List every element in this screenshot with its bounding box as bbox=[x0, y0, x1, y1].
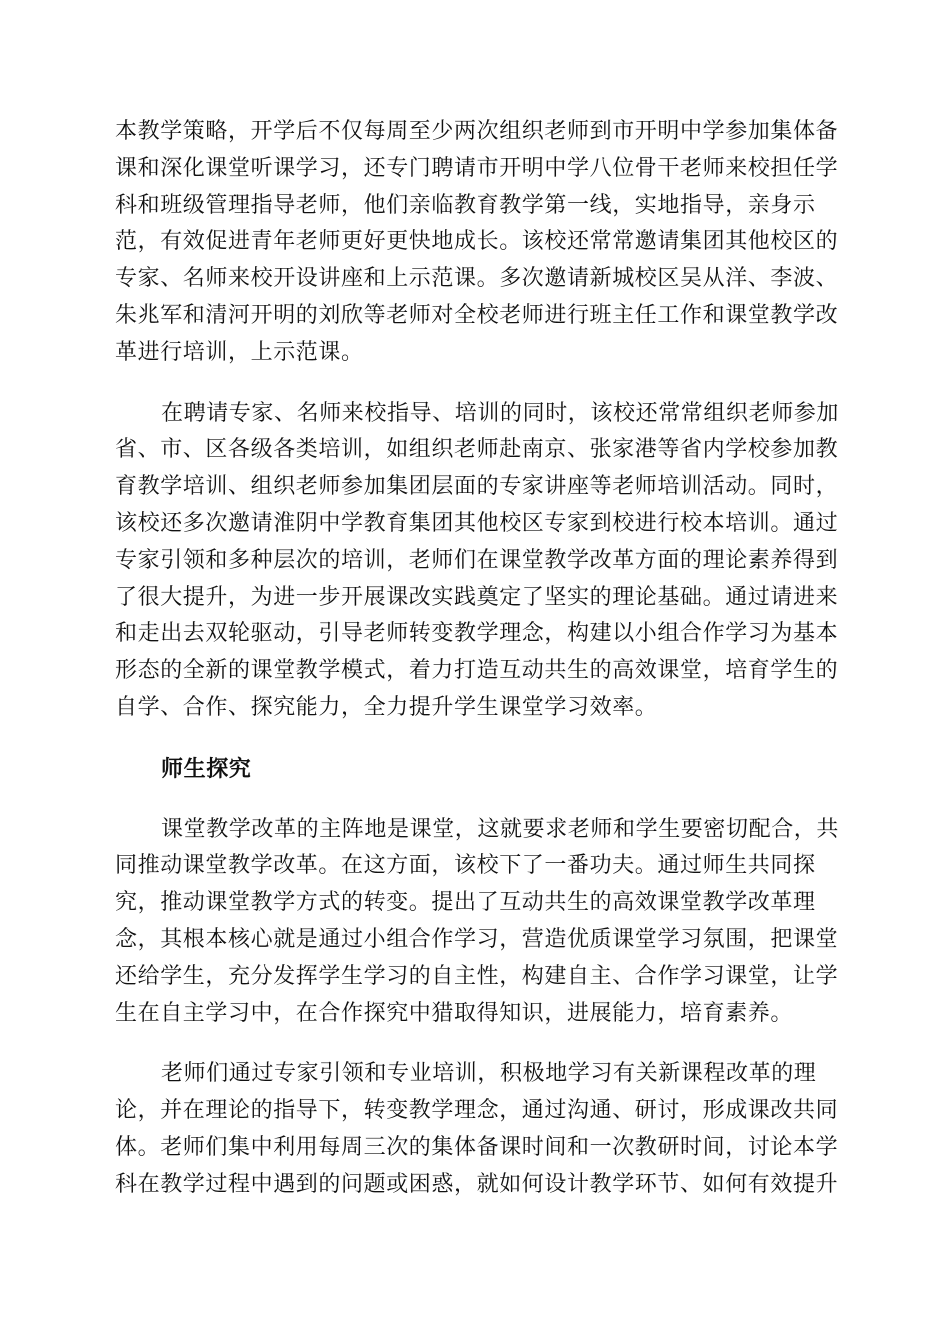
text-line: 课堂教学改革的主阵地是课堂，这就要求老师和学生要密切配合，共 bbox=[161, 816, 840, 842]
paragraph-2 bbox=[115, 396, 840, 727]
text-line: 范，有效促进青年老师更好更快地成长。该校还常常邀请集团其他校区的 bbox=[115, 229, 839, 255]
text-line: 育教学培训、组织老师参加集团层面的专家讲座等老师培训活动。同时， bbox=[115, 474, 839, 500]
text-line: 省、市、区各级各类培训，如组织老师赴南京、张家港等省内学校参加教 bbox=[115, 437, 839, 463]
document-page bbox=[115, 114, 840, 1204]
text-line: 朱兆军和清河开明的刘欣等老师对全校老师进行班主任工作和课堂教学改 bbox=[115, 302, 839, 328]
text-line: 科和班级管理指导老师，他们亲临教育教学第一线，实地指导，亲身示 bbox=[115, 192, 816, 218]
text-line: 专家、名师来校开设讲座和上示范课。多次邀请新城校区吴从洋、李波、 bbox=[115, 266, 839, 292]
text-line: 了很大提升，为进一步开展课改实践奠定了坚实的理论基础。通过请进来 bbox=[115, 584, 839, 610]
text-line: 还给学生，充分发挥学生学习的自主性，构建自主、合作学习课堂，让学 bbox=[115, 963, 839, 989]
text-line: 体。老师们集中利用每周三次的集体备课时间和一次教研时间，讨论本学 bbox=[115, 1134, 839, 1160]
text-line: 本教学策略，开学后不仅每周至少两次组织老师到市开明中学参加集体备 bbox=[115, 119, 839, 144]
text-line: 科在教学过程中遇到的问题或困惑，就如何设计教学环节、如何有效提升 bbox=[115, 1171, 839, 1197]
text-line: 自学、合作、探究能力，全力提升学生课堂学习效率。 bbox=[115, 694, 658, 720]
text-line: 课和深化课堂听课学习，还专门聘请市开明中学八位骨干老师来校担任学 bbox=[115, 155, 839, 181]
text-line: 专家引领和多种层次的培训，老师们在课堂教学改革方面的理论素养得到 bbox=[115, 547, 839, 573]
section-heading: 师生探究 bbox=[161, 755, 252, 782]
text-line: 生在自主学习中，在合作探究中猎取得知识，进展能力，培育素养。 bbox=[115, 1000, 794, 1026]
text-line: 同推动课堂教学改革。在这方面，该校下了一番功夫。通过师生共同探 bbox=[115, 853, 816, 879]
paragraph-3 bbox=[115, 812, 840, 1033]
text-line: 和走出去双轮驱动，引导老师转变教学理念，构建以小组合作学习为基本 bbox=[115, 621, 839, 647]
text-line: 念，其根本核心就是通过小组合作学习，营造优质课堂学习氛围，把课堂 bbox=[115, 926, 839, 952]
text-line: 革进行培训，上示范课。 bbox=[115, 339, 364, 365]
text-line: 论，并在理论的指导下，转变教学理念，通过沟通、研讨，形成课改共同 bbox=[115, 1098, 839, 1124]
paragraph-4 bbox=[115, 1056, 839, 1203]
text-line: 在聘请专家、名师来校指导、培训的同时，该校还常常组织老师参加 bbox=[161, 400, 840, 426]
text-line: 形态的全新的课堂教学模式，着力打造互动共生的高效课堂，培育学生的 bbox=[115, 658, 839, 684]
text-line: 老师们通过专家引领和专业培训，积极地学习有关新课程改革的理 bbox=[161, 1061, 817, 1087]
text-line: 该校还多次邀请淮阴中学教育集团其他校区专家到校进行校本培训。通过 bbox=[115, 510, 839, 536]
paragraph-1 bbox=[115, 114, 839, 372]
text-line: 究，推动课堂教学方式的转变。提出了互动共生的高效课堂教学改革理 bbox=[115, 890, 816, 916]
